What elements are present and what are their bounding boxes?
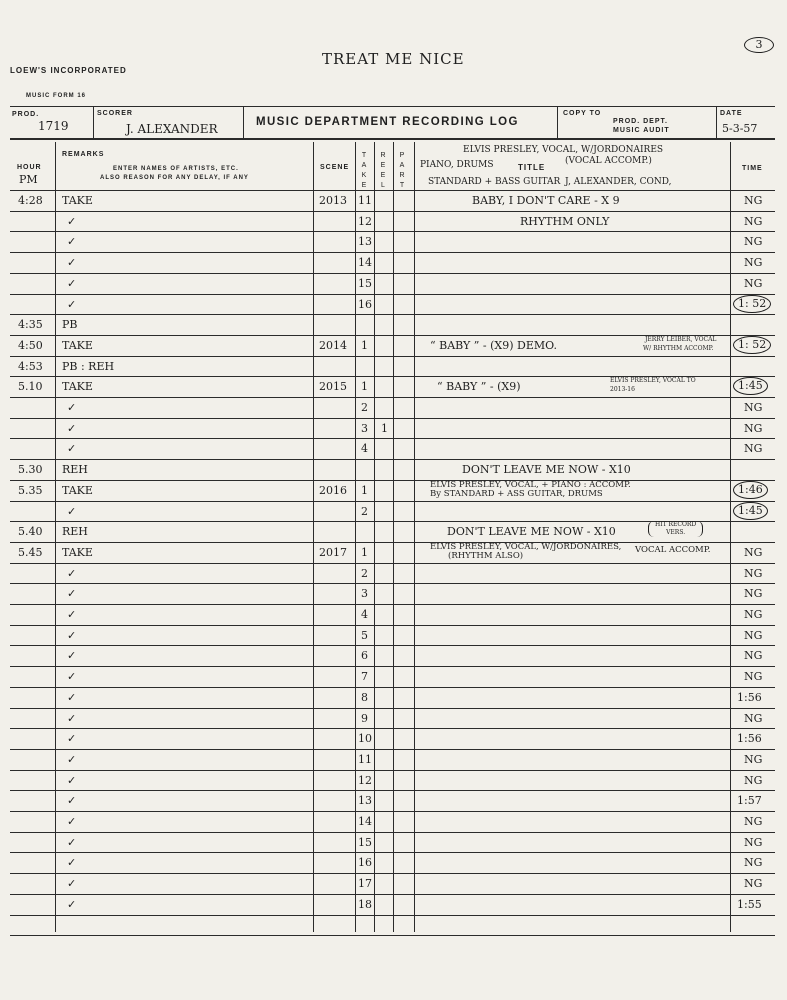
title-note-1: ELVIS PRESLEY, VOCAL, W/JORDONAIRES [463, 145, 664, 155]
time-cell: NG [744, 856, 763, 869]
copy-to-label: COPY TO [563, 110, 602, 117]
remarks-note-1: ENTER NAMES OF ARTISTS, ETC. [113, 166, 239, 172]
title-cell: RHYTHM ONLY [520, 215, 610, 228]
time-cell: NG [744, 277, 763, 290]
take-header: T A K E [361, 152, 367, 189]
scene-cell: 2013 [319, 194, 347, 207]
title-paren-line-1: HIT RECORD [655, 521, 697, 528]
take-cell: 1 [361, 484, 368, 497]
table-row [0, 625, 787, 646]
table-row [0, 728, 787, 749]
table-row [0, 832, 787, 853]
remark-cell: ✓ [67, 815, 77, 828]
time-header: TIME [742, 165, 763, 172]
time-cell: 1:56 [737, 691, 762, 704]
table-row [0, 687, 787, 708]
hour-cell: 5.40 [18, 525, 43, 538]
scorer-value: J. ALEXANDER [126, 122, 218, 136]
hour-cell: 5.10 [18, 380, 43, 393]
table-row [0, 645, 787, 666]
take-cell: 18 [358, 898, 372, 911]
remarks-note-2: ALSO REASON FOR ANY DELAY, IF ANY [100, 175, 249, 181]
time-cell: 1:57 [737, 794, 762, 807]
remark-cell: REH [62, 463, 88, 476]
time-cell: NG [744, 712, 763, 725]
remark-cell: ✓ [67, 732, 77, 745]
title-two-2: (RHYTHM ALSO) [448, 551, 524, 561]
remark-cell: TAKE [62, 339, 93, 352]
remark-cell: ✓ [67, 215, 77, 228]
table-row [0, 418, 787, 439]
time-cell: NG [744, 422, 763, 435]
date-label: DATE [720, 110, 743, 117]
table-row [0, 873, 787, 894]
pm-header: PM [19, 173, 38, 186]
table-row [0, 190, 787, 211]
time-cell: NG [744, 815, 763, 828]
remark-cell: PB : REH [62, 360, 115, 373]
title-paren-line-2: VERS. [666, 529, 686, 536]
table-row [0, 376, 787, 397]
remark-cell: TAKE [62, 380, 93, 393]
table-row [0, 894, 787, 915]
take-cell: 2 [361, 567, 368, 580]
page-number [744, 37, 774, 53]
take-cell: 3 [361, 422, 368, 435]
take-cell: 7 [361, 670, 368, 683]
remark-cell: ✓ [67, 856, 77, 869]
table-row [0, 480, 787, 501]
time-cell: NG [744, 877, 763, 890]
remark-cell: ✓ [67, 567, 77, 580]
title-small-1: ELVIS PRESLEY, VOCAL TO [610, 377, 696, 384]
time-cell: NG [744, 670, 763, 683]
remark-cell: ✓ [67, 691, 77, 704]
table-row [0, 459, 787, 480]
date-value: 5-3-57 [722, 122, 758, 135]
remark-cell: ✓ [67, 670, 77, 683]
remark-cell: ✓ [67, 712, 77, 725]
title-two-1: ELVIS PRESLEY, VOCAL, W/JORDONAIRES, [430, 542, 622, 552]
take-cell: 12 [358, 215, 372, 228]
time-cell: 1:46 [733, 481, 768, 499]
title-header: TITLE [518, 163, 546, 172]
take-cell: 1 [361, 380, 368, 393]
table-row [0, 273, 787, 294]
table-row [0, 252, 787, 273]
table-row [0, 397, 787, 418]
table-row [0, 294, 787, 315]
hour-cell: 4:35 [18, 318, 43, 331]
remark-cell: TAKE [62, 484, 93, 497]
remark-cell: ✓ [67, 505, 77, 518]
scene-header: SCENE [320, 164, 350, 171]
take-cell: 2 [361, 505, 368, 518]
reel-header: R E E L [380, 152, 386, 189]
take-cell: 4 [361, 442, 368, 455]
remark-cell: ✓ [67, 401, 77, 414]
remark-cell: REH [62, 525, 88, 538]
scene-cell: 2016 [319, 484, 347, 497]
time-cell: NG [744, 753, 763, 766]
remark-cell: ✓ [67, 256, 77, 269]
page-number-value: 3 [755, 38, 763, 51]
table-row [0, 708, 787, 729]
title-note-2: PIANO, DRUMS [420, 160, 494, 170]
time-cell: NG [744, 629, 763, 642]
time-cell: NG [744, 194, 763, 207]
remark-cell: TAKE [62, 546, 93, 559]
take-cell: 5 [361, 629, 368, 642]
time-cell: NG [744, 442, 763, 455]
remark-cell: ✓ [67, 794, 77, 807]
title-cell: BABY, I DON'T CARE - X 9 [472, 194, 620, 207]
title-small-1: JERRY LEIBER, VOCAL [645, 336, 717, 343]
table-row [0, 790, 787, 811]
title-cell: “ BABY ” - (X9) [437, 380, 521, 393]
time-cell: NG [744, 608, 763, 621]
table-row [0, 542, 787, 563]
table-row [0, 521, 787, 542]
table-row [0, 335, 787, 356]
title-note-3: (VOCAL ACCOMP.) [565, 156, 652, 166]
hour-cell: 4:50 [18, 339, 43, 352]
title-small-2: W/ RHYTHM ACCOMP. [643, 345, 714, 352]
take-cell: 12 [358, 774, 372, 787]
copy-to-audit: MUSIC AUDIT [613, 127, 670, 134]
take-cell: 15 [358, 277, 372, 290]
time-cell: 1:56 [737, 732, 762, 745]
take-cell: 16 [358, 856, 372, 869]
take-cell: 15 [358, 836, 372, 849]
table-row [0, 770, 787, 791]
log-title: MUSIC DEPARTMENT RECORDING LOG [256, 116, 519, 128]
take-cell: 3 [361, 587, 368, 600]
table-row [0, 915, 787, 936]
table-row [0, 604, 787, 625]
take-cell: 13 [358, 794, 372, 807]
table-row [0, 749, 787, 770]
time-cell: NG [744, 836, 763, 849]
title-note-4: STANDARD + BASS GUITAR [428, 177, 561, 187]
time-cell: NG [744, 587, 763, 600]
prod-label: PROD. [12, 111, 40, 118]
scene-cell: 2014 [319, 339, 347, 352]
reel-cell: 1 [381, 422, 388, 435]
title-cell: DON'T LEAVE ME NOW - X10 [447, 525, 616, 538]
remark-cell: ✓ [67, 629, 77, 642]
table-row [0, 314, 787, 335]
table-row [0, 231, 787, 252]
title-side: VOCAL ACCOMP. [635, 545, 711, 555]
take-cell: 14 [358, 815, 372, 828]
remark-cell: PB [62, 318, 78, 331]
prod-value: 1719 [38, 119, 69, 133]
part-header: P A R T [399, 152, 405, 189]
time-cell: 1:55 [737, 898, 762, 911]
title-paren-note [648, 521, 703, 537]
take-cell: 14 [358, 256, 372, 269]
remark-cell: TAKE [62, 194, 93, 207]
remark-cell: ✓ [67, 235, 77, 248]
time-cell: NG [744, 649, 763, 662]
title-two-2: By STANDARD + ASS GUITAR, DRUMS [430, 489, 603, 499]
remark-cell: ✓ [67, 587, 77, 600]
title-cell: DON'T LEAVE ME NOW - X10 [462, 463, 631, 476]
hour-header: HOUR [17, 164, 42, 171]
table-row [0, 501, 787, 522]
table-row [0, 211, 787, 232]
time-cell: 1: 52 [733, 336, 771, 354]
table-row [0, 438, 787, 459]
remark-cell: ✓ [67, 277, 77, 290]
time-cell: NG [744, 256, 763, 269]
table-row [0, 356, 787, 377]
remark-cell: ✓ [67, 442, 77, 455]
remarks-header: REMARKS [62, 151, 105, 158]
time-cell: NG [744, 567, 763, 580]
hour-cell: 4:28 [18, 194, 43, 207]
take-cell: 2 [361, 401, 368, 414]
scene-cell: 2017 [319, 546, 347, 559]
form-number: MUSIC FORM 16 [26, 93, 87, 99]
time-cell: NG [744, 546, 763, 559]
hour-cell: 5.30 [18, 463, 43, 476]
hour-cell: 5.45 [18, 546, 43, 559]
take-cell: 17 [358, 877, 372, 890]
time-cell: 1: 52 [733, 295, 771, 313]
title-small-2: 2013-16 [610, 386, 635, 393]
time-cell: NG [744, 215, 763, 228]
take-cell: 8 [361, 691, 368, 704]
take-cell: 9 [361, 712, 368, 725]
scene-cell: 2015 [319, 380, 347, 393]
remark-cell: ✓ [67, 422, 77, 435]
take-cell: 4 [361, 608, 368, 621]
remark-cell: ✓ [67, 877, 77, 890]
take-cell: 16 [358, 298, 372, 311]
time-cell: NG [744, 774, 763, 787]
time-cell: 1:45 [733, 377, 768, 395]
time-cell: NG [744, 401, 763, 414]
title-cell: “ BABY ” - (X9) DEMO. [430, 339, 558, 352]
time-cell: 1:45 [733, 502, 768, 520]
time-cell: NG [744, 235, 763, 248]
take-cell: 1 [361, 339, 368, 352]
hour-cell: 5.35 [18, 484, 43, 497]
scorer-label: SCORER [97, 110, 133, 117]
copy-to-prod: PROD. DEPT. [613, 118, 668, 125]
remark-cell: ✓ [67, 836, 77, 849]
document-title: TREAT ME NICE [322, 50, 465, 68]
company-name: LOEW'S INCORPORATED [10, 66, 127, 75]
title-note-5: J, ALEXANDER, COND, [565, 177, 672, 187]
table-row [0, 852, 787, 873]
take-cell: 11 [358, 753, 372, 766]
title-two-1: ELVIS PRESLEY, VOCAL, + PIANO : ACCOMP. [430, 480, 631, 490]
table-row [0, 563, 787, 584]
take-cell: 11 [358, 194, 372, 207]
table-row [0, 666, 787, 687]
remark-cell: ✓ [67, 298, 77, 311]
table-row [0, 811, 787, 832]
take-cell: 13 [358, 235, 372, 248]
take-cell: 6 [361, 649, 368, 662]
remark-cell: ✓ [67, 649, 77, 662]
remark-cell: ✓ [67, 898, 77, 911]
hour-cell: 4:53 [18, 360, 43, 373]
remark-cell: ✓ [67, 608, 77, 621]
remark-cell: ✓ [67, 774, 77, 787]
take-cell: 10 [358, 732, 372, 745]
take-cell: 1 [361, 546, 368, 559]
remark-cell: ✓ [67, 753, 77, 766]
table-row [0, 583, 787, 604]
